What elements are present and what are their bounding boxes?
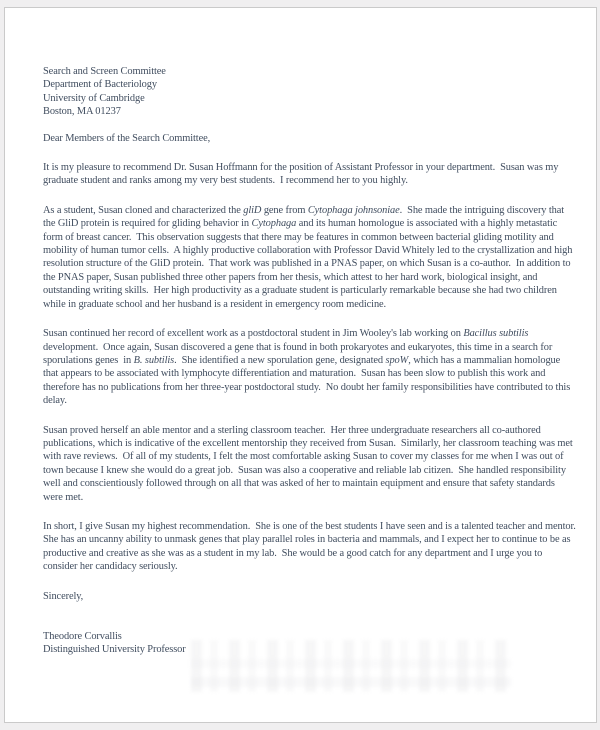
sender-line: University of Cambridge xyxy=(43,92,145,104)
letter-content xyxy=(43,65,581,657)
letter-page xyxy=(4,7,597,723)
sender-line: Boston, MA 01237 xyxy=(43,106,121,118)
salutation: Dear Members of the Search Committee, xyxy=(43,132,211,144)
text-run: development. Once again, Susan discovered a gene that is found in both prokaryotes and eukaryotes, this time in a search for sporulations genes in xyxy=(43,328,555,366)
sender-address-block xyxy=(43,65,576,119)
signature-block xyxy=(43,630,576,657)
italic-term: Bacillus subtilis xyxy=(463,328,529,340)
text-run: It is my pleasure to recommend Dr. Susan Hoffmann for the position of Assistant Professor in your department. Susan was my graduate student and ranks among my very best students. I recommend her to you highly. xyxy=(43,162,561,187)
italic-term: gliD xyxy=(243,204,262,216)
text-run: gene from xyxy=(261,204,308,216)
letter-paragraph xyxy=(43,520,581,574)
sender-line: Search and Screen Committee xyxy=(43,66,166,77)
italic-term: Cytophaga xyxy=(251,218,297,230)
text-run: . She made the intriguing discovery that the GliD protein is required for gliding behavior in xyxy=(43,204,567,230)
text-run: As a student, Susan cloned and characterized the xyxy=(43,204,244,216)
signature-line: Theodore Corvallis xyxy=(43,631,122,642)
italic-term: B. subtilis xyxy=(133,354,175,366)
italic-term: Cytophaga johnsoniae xyxy=(307,204,400,216)
signature-line: Distinguished University Professor xyxy=(43,644,186,656)
text-run: , which has a mammalian homologue that appears to be associated with lymphocyte differentiation and maturation. Susan has been slow to publish this work and therefore has no publications from her three-year postdoctoral study. No doubt her family responsibilities have contributed to this delay. xyxy=(43,354,573,407)
letter-paragraph xyxy=(43,204,576,311)
text-run: Susan proved herself an able mentor and a sterling classroom teacher. Her three undergraduate researchers all co-authored publications, which is indicative of the excellent mentorship they received from Susan. Similarly, her classroom teaching was met with rave reviews. Of all of my students, I felt the most comfortable asking Susan to cover my classes for me when I was out of town because I knew she would do a great job. Susan was also a cooperative and reliable lab citizen. She handled responsibility well and conscientiously followed through on all that was asked of her to maintain equipment and ensure that safety standards were met. xyxy=(43,424,576,503)
text-run: . She identified a new sporulation gene, designated xyxy=(174,354,386,366)
letter-paragraph xyxy=(43,161,576,188)
text-run: and its human homologue is associated with a highly metastatic form of breast cancer. This observation suggests that there may be features in common between bacterial gliding motility and mobility of human tumor cells. A highly productive collaboration with Professor David Whitely led to the crystallization and high resolution structure of the GliD protein. That work was published in a PNAS paper, on which Susan is a co-author. In addition to the PNAS paper, Susan published three other papers from her thesis, which attest to her hard work, biological insight, and outstanding writing skills. Her high productivity as a graduate student is particularly remarkable because she had two children while in graduate school and her husband is a resident in emergency room medicine. xyxy=(43,218,575,310)
letter-paragraph xyxy=(43,424,576,504)
letter-paragraph xyxy=(43,327,576,407)
text-run: Susan continued her record of excellent work as a postdoctoral student in Jim Wooley's lab working on xyxy=(43,328,464,340)
letter-body xyxy=(43,161,581,574)
closing: Sincerely, xyxy=(43,590,84,602)
text-run: In short, I give Susan my highest recommendation. She is one of the best students I have seen and is a talented teacher and mentor. She has an uncanny ability to unmask genes that play parallel roles in bacteria and mammals, and I expect her to continue to be as productive and creative as she was as a student in my lab. She would be a good catch for any department and I urge you to consider her candidacy seriously. xyxy=(43,520,581,573)
italic-term: spoW xyxy=(385,354,409,366)
sender-line: Department of Bacteriology xyxy=(43,79,157,91)
